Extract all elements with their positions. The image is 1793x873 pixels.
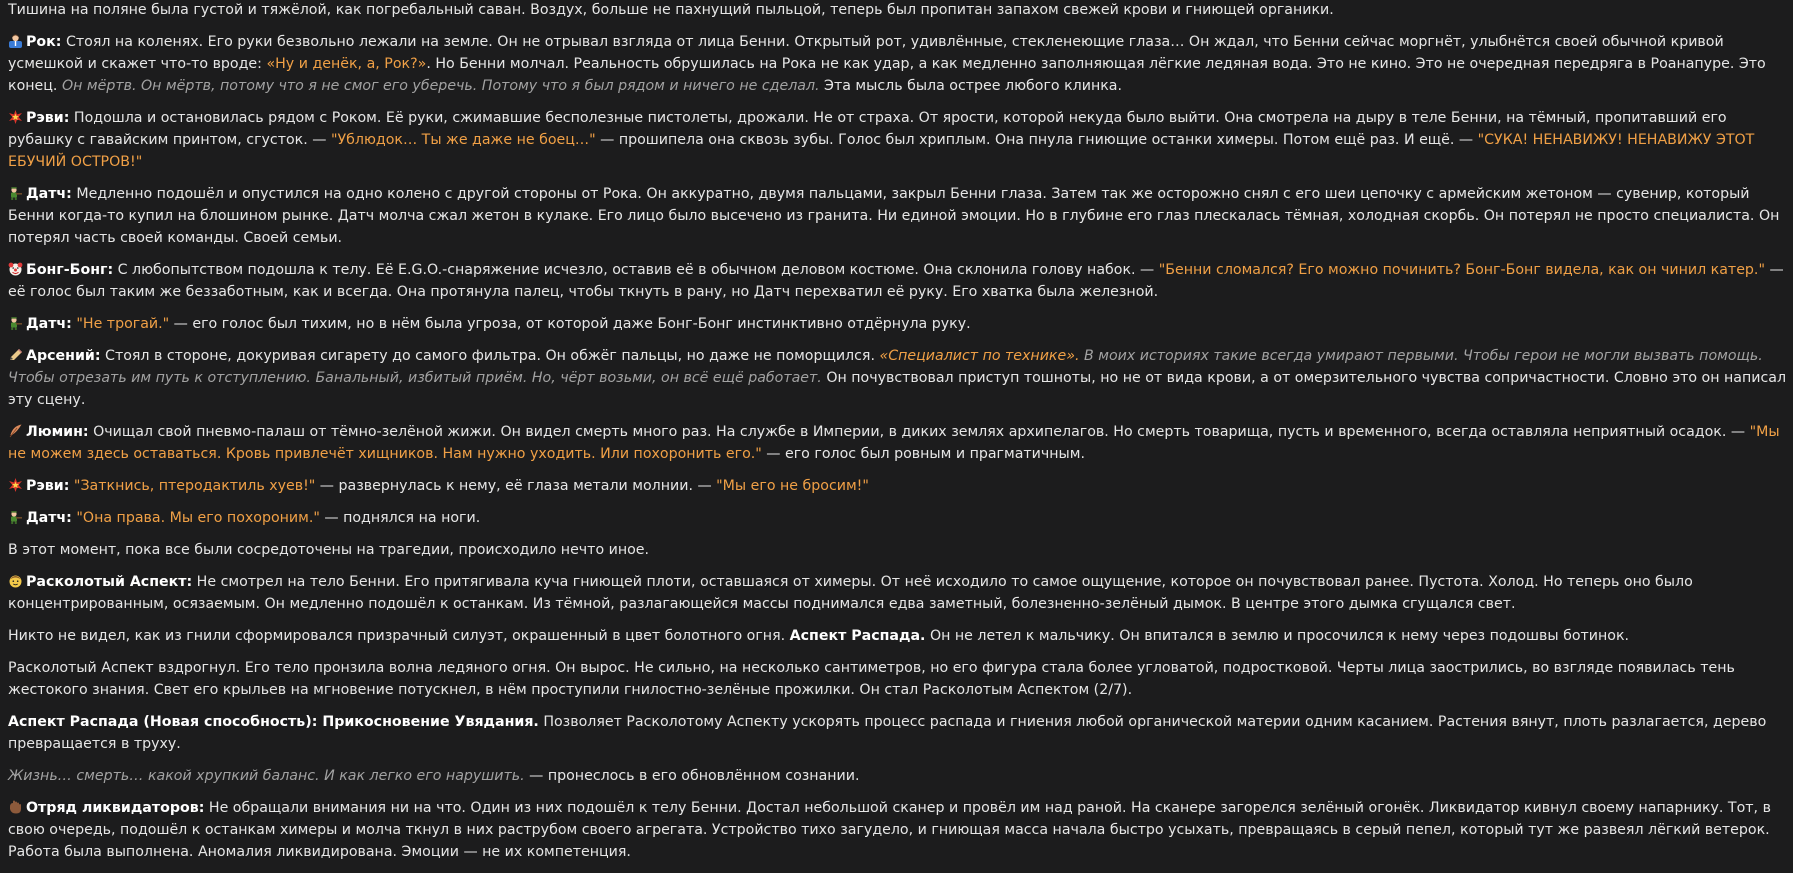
bold-term: Аспект Распада. [789,628,926,644]
paragraph-narration-intro [8,0,1788,21]
paragraph-dutch [8,183,1788,249]
action-text: — развернулась к нему, её глаза метали молнии. — [315,478,717,494]
speaker-name: Арсений: [26,348,101,364]
action-text: Не смотрел на тело Бенни. Его притягивала куча гниющей плоти, оставшаяся от химеры. От неё исходило то самое ощущение, которое он почувствовал ранее. Пустота. Холод. Но теперь оно было концентрированным, осязаемым. Он медленно подошёл к останкам. Из тёмной, разлагающейся массы поднимался едва заметный, болезненно-зелёный дымок. В центре этого дымка сгущался свет. [8,574,1693,612]
paragraph-ability [8,711,1788,755]
inner-thought: Он мёртв. Он мёртв, потому что я не смог его уберечь. Потому что я был рядом и ничего не сделал. [61,78,820,94]
narration-text: — пронеслось в его обновлённом сознании. [524,768,860,784]
speaker-name: Отряд ликвидаторов: [26,800,205,816]
speaker-name: Рэви: [26,110,70,126]
action-text: Очищал свой пневмо-палаш от тёмно-зелёной жижи. Он видел смерть много раз. На службе в Империи, в диких землях архипелагов. Но смерть товарища, пусть и временного, всегда оставляла неприятный осадок. — [88,424,1750,440]
speaker-name: Датч: [26,186,72,202]
army-figure-icon [8,186,23,200]
narration-text: Никто не видел, как из гнили сформировался призрачный силуэт, окрашенный в цвет болотного огня. [8,628,790,644]
action-text: — его голос был ровным и прагматичным. [761,446,1085,462]
hand-icon [8,800,23,814]
narration-text: Расколотый Аспект вздрогнул. Его тело пронзила волна ледяного огня. Он вырос. Не сильно, на несколько сантиметров, но его фигура стала более угловатой, подростковой. Черты лица заострились, во взгляде появилась тень жестокого знания. Свет его крыльев на мгновение потускнел, в нём проступили гнилостно-зелёные прожилки. Он стал Расколотым Аспектом (2/7). [8,660,1735,698]
speaker-name: Рэви: [26,478,70,494]
dialogue-quote: "Мы его не бросим!" [716,478,869,494]
pen-icon [8,348,23,362]
action-text: Подошла и остановилась рядом с Роком. Её руки, сжимавшие бесполезные пистолеты, дрожали. Не от страха. От ярости, которой некуда было выйти. Она смотрела на дыру в теле Бенни, на тёмный, пропитавший его рубашку с гавайским принтом, сгусток. — [8,110,1727,148]
speaker-name: Рок: [26,34,62,50]
speaker-name: Расколотый Аспект: [26,574,193,590]
paragraph-lumin [8,421,1788,465]
speaker-name: Датч: [26,510,72,526]
feather-icon [8,424,23,438]
dialogue-quote: "Не трогай." [76,316,170,332]
action-text: Не обращали внимания ни на что. Один из них подошёл к телу Бенни. Достал небольшой сканер и провёл им над раной. На сканере загорелся зелёный огонёк. Ликвидатор кивнул своему напарнику. Тот, в свою очередь, подошёл к останкам химеры и молча ткнул в них раструбом своего агрегата. Устройство тихо загудело, и гниющая масса начала быстро усыхать, превращаясь в серый пепел, который тут же развеял лёгкий ветерок. Работа была выполнена. Аномалия ликвидирована. Эмоции — не их компетенция. [8,800,1771,860]
inner-thought: В моих историях такие всегда умирают первыми. Чтобы герои не могли вызвать помощь. Чтобы отрезать им путь к отступлению. Банальный, избитый приём. Но, чёрт возьми, он всё ещё работает. [8,348,1763,386]
explosion-icon [8,110,23,124]
action-text: . Но Бенни молчал. Реальность обрушилась на Рока не как удар, а как медленно заполняющая лёгкие ледяная вода. Это не кино. Это не очередная передряга в Роанапуре. Это конец. [8,56,1766,94]
paragraph-dutch-2 [8,313,1788,335]
dialogue-quote: «Ну и денёк, а, Рок?» [266,56,427,72]
action-text: Он почувствовал приступ тошноты, но не от вида крови, а от омерзительного чувства сопричастности. Словно это он написал эту сцену. [8,370,1787,408]
dialogue-quote: "Мы не можем здесь оставаться. Кровь привлечёт хищников. Нам нужно уходить. Или похоронить его." [8,424,1780,462]
action-text: — поднялся на ноги. [319,510,481,526]
action-text: — прошипела она сквозь зубы. Голос был хриплым. Она пнула гниющие останки химеры. Потом ещё раз. И ещё. — [595,132,1478,148]
clown-face-icon [8,262,23,276]
narration-text: Он не летел к мальчику. Он впитался в землю и просочился к нему через подошвы ботинок. [925,628,1630,644]
paragraph-arseniy [8,345,1788,411]
office-worker-icon [8,34,23,48]
speaker-name: Бонг-Бонг: [26,262,114,278]
paragraph-narration-2 [8,539,1788,561]
paragraph-revy [8,107,1788,173]
action-text: С любопытством подошла к телу. Её E.G.O.-снаряжение исчезло, оставив её в обычном деловом костюме. Она склонила голову набок. — [113,262,1159,278]
action-text: — его голос был тихим, но в нём была угроза, от которой даже Бонг-Бонг инстинктивно отдёрнула руку. [169,316,971,332]
paragraph-bongbong [8,259,1788,303]
dialogue-quote: "СУКА! НЕНАВИЖУ! НЕНАВИЖУ ЭТОТ ЕБУЧИЙ ОСТРОВ!" [8,132,1755,170]
army-figure-icon [8,316,23,330]
action-text: Медленно подошёл и опустился на одно колено с другой стороны от Рока. Он аккуратно, двумя пальцами, закрыл Бенни глаза. Затем так же осторожно снял с его шеи цепочку с армейским жетоном — сувенир, который Бенни когда-то купил на блошином рынке. Датч молча сжал жетон в кулаке. Его лицо было высечено из гранита. Ни единой эмоции. Но в глубине его глаз плескалась тёмная, холодная скорбь. Он потерял не просто специалиста. Он потерял часть своей команды. Своей семьи. [8,186,1780,246]
story-text [8,0,1788,873]
child-face-icon [8,574,23,588]
ability-description: Позволяет Расколотому Аспекту ускорять процесс распада и гниения любой органической материи одним касанием. Растения вянут, плоть разлагается, дерево превращается в труху. [8,714,1767,752]
explosion-icon [8,478,23,492]
narration-text: Тишина на поляне была густой и тяжёлой, как погребальный саван. Воздух, больше не пахнущий пыльцой, теперь был пропитан запахом свежей крови и гниющей органики. [8,2,1334,18]
action-text: Эта мысль была острее любого клинка. [819,78,1123,94]
paragraph-liquidators [8,797,1788,863]
dialogue-quote: "Бенни сломался? Его можно починить? Бонг-Бонг видела, как он чинил катер." [1158,262,1765,278]
ability-title: Аспект Распада (Новая способность): Прикосновение Увядания. [8,714,539,730]
dialogue-quote: "Ублюдок… Ты же даже не боец…" [330,132,596,148]
paragraph-revy-2 [8,475,1788,497]
narration-text: В этот момент, пока все были сосредоточены на трагедии, происходило нечто иное. [8,542,650,558]
speaker-name: Датч: [26,316,72,332]
dialogue-quote: "Заткнись, птеродактиль хуев!" [73,478,316,494]
quoted-thought: «Специалист по технике». [879,348,1080,364]
paragraph-narration-3 [8,625,1788,647]
speaker-name: Люмин: [26,424,89,440]
paragraph-narration-4 [8,657,1788,701]
paragraph-dutch-3 [8,507,1788,529]
army-figure-icon [8,510,23,524]
paragraph-aspect [8,571,1788,615]
dialogue-quote: "Она права. Мы его похороним." [76,510,320,526]
inner-thought: Жизнь… смерть… какой хрупкий баланс. И как легко его нарушить. [8,768,525,784]
action-text: Стоял на коленях. Его руки безвольно лежали на земле. Он не отрывал взгляда от лица Бенни. Открытый рот, удивлённые, стекленеющие глаза… Он ждал, что Бенни сейчас моргнёт, улыбнётся своей обычной кривой усмешкой и скажет что-то вроде: [8,34,1724,72]
paragraph-thought [8,765,1788,787]
action-text: Стоял в стороне, докуривая сигарету до самого фильтра. Он обжёг пальцы, но даже не поморщился. [100,348,880,364]
action-text: — её голос был таким же беззаботным, как и всегда. Она протянула палец, чтобы ткнуть в рану, но Датч перехватил её руку. Его хватка была железной. [8,262,1784,300]
paragraph-rock [8,31,1788,97]
